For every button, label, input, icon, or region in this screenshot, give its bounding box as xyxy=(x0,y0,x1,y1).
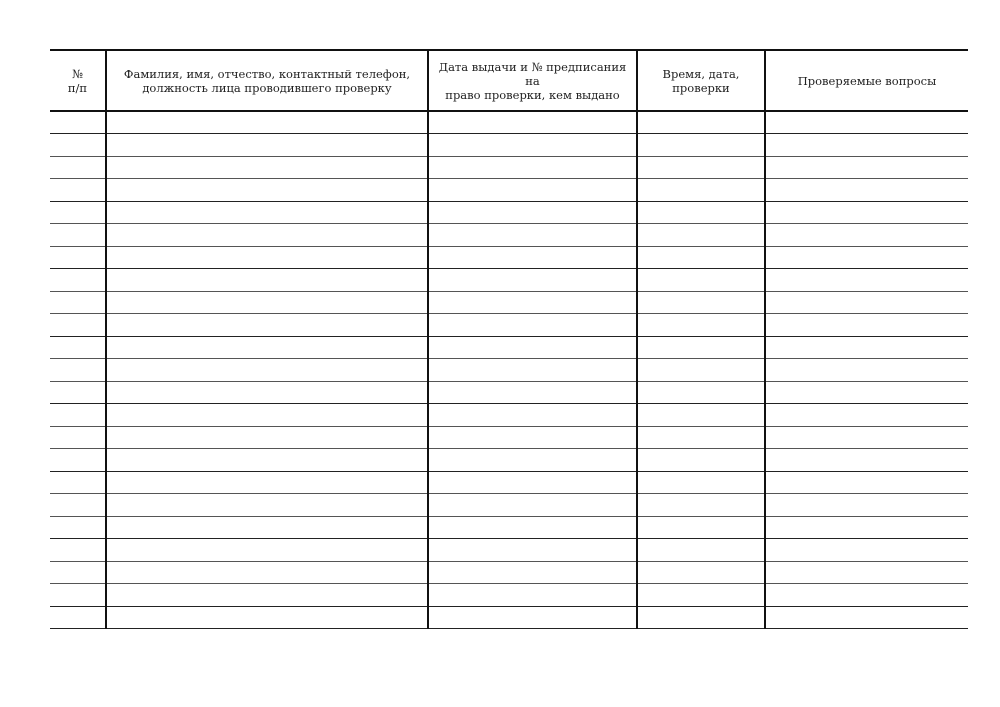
cell-inspection-datetime xyxy=(637,336,765,359)
cell-inspected-questions xyxy=(765,314,968,337)
cell-inspector-info xyxy=(106,404,428,427)
cell-number xyxy=(50,201,106,224)
cell-number xyxy=(50,134,106,157)
cell-inspector-info xyxy=(106,381,428,404)
cell-prescription-info xyxy=(428,314,637,337)
cell-inspected-questions xyxy=(765,179,968,202)
cell-inspection-datetime xyxy=(637,314,765,337)
cell-inspection-datetime xyxy=(637,246,765,269)
cell-prescription-info xyxy=(428,404,637,427)
table-row xyxy=(50,269,968,292)
header-inspected-questions: Проверяемые вопросы xyxy=(765,50,968,111)
table-row xyxy=(50,314,968,337)
cell-prescription-info xyxy=(428,426,637,449)
cell-inspection-datetime xyxy=(637,269,765,292)
cell-prescription-info xyxy=(428,111,637,134)
cell-inspection-datetime xyxy=(637,156,765,179)
cell-inspector-info xyxy=(106,471,428,494)
table-row xyxy=(50,471,968,494)
cell-inspection-datetime xyxy=(637,494,765,517)
cell-inspector-info xyxy=(106,426,428,449)
cell-inspector-info xyxy=(106,156,428,179)
cell-inspector-info xyxy=(106,224,428,247)
cell-inspector-info xyxy=(106,314,428,337)
table-row xyxy=(50,179,968,202)
cell-prescription-info xyxy=(428,156,637,179)
header-prescription-info: Дата выдачи и № предписания на право проверки, кем выдано xyxy=(428,50,637,111)
cell-number xyxy=(50,314,106,337)
cell-prescription-info xyxy=(428,201,637,224)
cell-inspector-info xyxy=(106,494,428,517)
cell-inspection-datetime xyxy=(637,381,765,404)
table-row xyxy=(50,156,968,179)
table-row xyxy=(50,539,968,562)
header-inspector-info: Фамилия, имя, отчество, контактный телефон, должность лица проводившего проверку xyxy=(106,50,428,111)
cell-prescription-info xyxy=(428,494,637,517)
cell-inspection-datetime xyxy=(637,179,765,202)
table-row xyxy=(50,426,968,449)
cell-inspector-info xyxy=(106,584,428,607)
cell-inspection-datetime xyxy=(637,201,765,224)
cell-inspector-info xyxy=(106,539,428,562)
table-row xyxy=(50,584,968,607)
cell-inspector-info xyxy=(106,516,428,539)
cell-inspector-info xyxy=(106,561,428,584)
cell-inspector-info xyxy=(106,134,428,157)
cell-inspected-questions xyxy=(765,404,968,427)
cell-number xyxy=(50,156,106,179)
cell-prescription-info xyxy=(428,246,637,269)
header-inspection-datetime: Время, дата, проверки xyxy=(637,50,765,111)
table-row xyxy=(50,359,968,382)
cell-prescription-info xyxy=(428,561,637,584)
cell-inspected-questions xyxy=(765,201,968,224)
cell-prescription-info xyxy=(428,606,637,629)
table-row xyxy=(50,516,968,539)
cell-number xyxy=(50,449,106,472)
cell-inspected-questions xyxy=(765,111,968,134)
cell-inspector-info xyxy=(106,269,428,292)
table-row xyxy=(50,606,968,629)
cell-number xyxy=(50,381,106,404)
cell-inspector-info xyxy=(106,201,428,224)
cell-prescription-info xyxy=(428,359,637,382)
cell-number xyxy=(50,246,106,269)
table-row xyxy=(50,224,968,247)
cell-number xyxy=(50,561,106,584)
cell-number xyxy=(50,111,106,134)
cell-number xyxy=(50,291,106,314)
cell-prescription-info xyxy=(428,471,637,494)
cell-inspection-datetime xyxy=(637,471,765,494)
table-row xyxy=(50,381,968,404)
cell-inspection-datetime xyxy=(637,404,765,427)
cell-prescription-info xyxy=(428,584,637,607)
cell-prescription-info xyxy=(428,516,637,539)
cell-prescription-info xyxy=(428,381,637,404)
cell-inspected-questions xyxy=(765,471,968,494)
cell-prescription-info xyxy=(428,269,637,292)
cell-number xyxy=(50,606,106,629)
cell-number xyxy=(50,404,106,427)
cell-inspection-datetime xyxy=(637,539,765,562)
table-row xyxy=(50,201,968,224)
inspection-log-table xyxy=(50,49,968,629)
cell-inspection-datetime xyxy=(637,224,765,247)
table-body xyxy=(50,111,968,629)
table-row xyxy=(50,134,968,157)
cell-number xyxy=(50,494,106,517)
cell-inspected-questions xyxy=(765,291,968,314)
cell-inspection-datetime xyxy=(637,134,765,157)
cell-inspected-questions xyxy=(765,224,968,247)
cell-inspector-info xyxy=(106,449,428,472)
table-row xyxy=(50,494,968,517)
cell-number xyxy=(50,516,106,539)
cell-prescription-info xyxy=(428,291,637,314)
cell-number xyxy=(50,336,106,359)
cell-prescription-info xyxy=(428,449,637,472)
cell-inspected-questions xyxy=(765,426,968,449)
cell-number xyxy=(50,359,106,382)
cell-inspected-questions xyxy=(765,269,968,292)
cell-inspected-questions xyxy=(765,561,968,584)
table-row xyxy=(50,561,968,584)
cell-inspected-questions xyxy=(765,246,968,269)
cell-inspection-datetime xyxy=(637,606,765,629)
cell-inspector-info xyxy=(106,291,428,314)
table-row xyxy=(50,246,968,269)
cell-inspected-questions xyxy=(765,606,968,629)
cell-inspected-questions xyxy=(765,539,968,562)
cell-prescription-info xyxy=(428,224,637,247)
cell-number xyxy=(50,269,106,292)
cell-inspector-info xyxy=(106,111,428,134)
cell-prescription-info xyxy=(428,539,637,562)
cell-inspection-datetime xyxy=(637,561,765,584)
cell-inspected-questions xyxy=(765,134,968,157)
cell-inspection-datetime xyxy=(637,426,765,449)
cell-number xyxy=(50,471,106,494)
cell-inspected-questions xyxy=(765,494,968,517)
cell-inspected-questions xyxy=(765,516,968,539)
cell-inspection-datetime xyxy=(637,359,765,382)
cell-inspection-datetime xyxy=(637,449,765,472)
cell-number xyxy=(50,539,106,562)
header-number: № п/п xyxy=(50,50,106,111)
cell-prescription-info xyxy=(428,134,637,157)
cell-inspected-questions xyxy=(765,359,968,382)
cell-inspection-datetime xyxy=(637,516,765,539)
cell-inspected-questions xyxy=(765,156,968,179)
cell-inspection-datetime xyxy=(637,291,765,314)
cell-inspected-questions xyxy=(765,336,968,359)
table-row xyxy=(50,449,968,472)
cell-prescription-info xyxy=(428,336,637,359)
cell-inspector-info xyxy=(106,246,428,269)
inspection-form-sheet xyxy=(50,49,968,658)
cell-number xyxy=(50,179,106,202)
table-row xyxy=(50,111,968,134)
cell-number xyxy=(50,426,106,449)
cell-prescription-info xyxy=(428,179,637,202)
cell-inspector-info xyxy=(106,179,428,202)
cell-inspected-questions xyxy=(765,381,968,404)
cell-number xyxy=(50,584,106,607)
cell-inspection-datetime xyxy=(637,584,765,607)
table-header-row xyxy=(50,50,968,111)
cell-number xyxy=(50,224,106,247)
cell-inspector-info xyxy=(106,336,428,359)
cell-inspected-questions xyxy=(765,584,968,607)
table-row xyxy=(50,291,968,314)
cell-inspection-datetime xyxy=(637,111,765,134)
cell-inspector-info xyxy=(106,606,428,629)
table-row xyxy=(50,404,968,427)
table-row xyxy=(50,336,968,359)
cell-inspected-questions xyxy=(765,449,968,472)
cell-inspector-info xyxy=(106,359,428,382)
